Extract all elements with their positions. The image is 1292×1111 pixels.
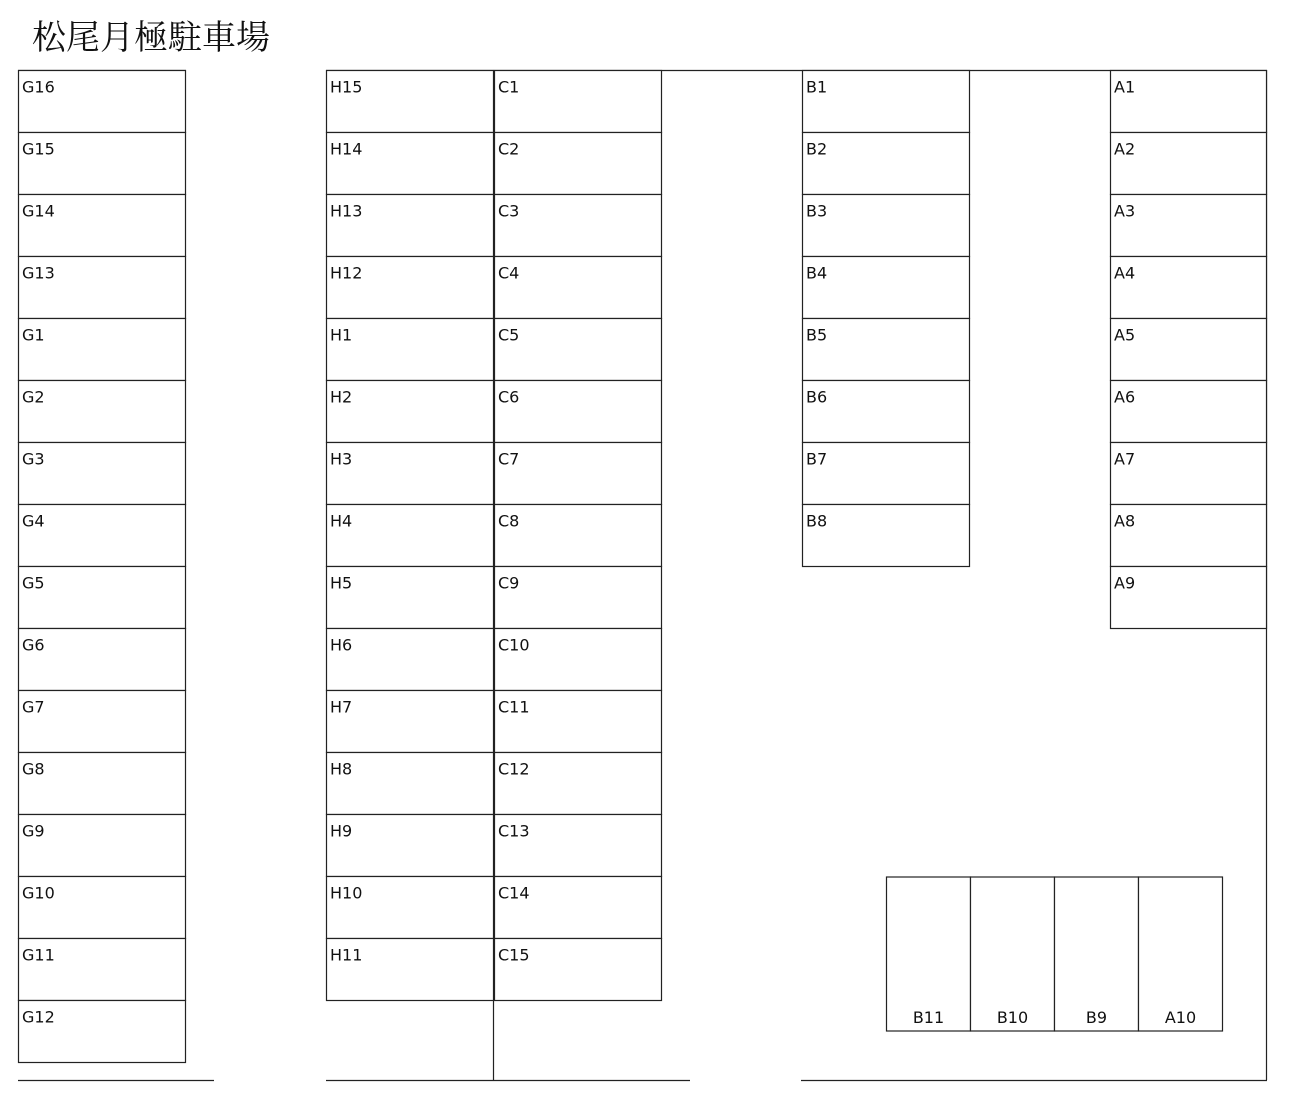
stall-box [803,257,970,319]
stall-g2 [19,381,186,443]
stall-label: B1 [806,77,828,97]
stall-c7 [495,443,662,505]
stall-label: C1 [498,77,520,97]
stall-label: G10 [22,883,55,903]
stall-label: A7 [1114,449,1136,469]
stall-b1 [803,71,970,133]
stall-label: C8 [498,511,520,531]
stall-a4 [1111,257,1267,319]
stall-label: G7 [22,697,45,717]
stall-label: C13 [498,821,530,841]
stall-h10 [327,877,494,939]
stall-c9 [495,567,662,629]
stall-label: H2 [330,387,353,407]
stall-label: A8 [1114,511,1136,531]
stall-box [495,505,662,567]
stall-box [495,567,662,629]
stall-b7 [803,443,970,505]
stall-label: H10 [330,883,363,903]
stall-label: C7 [498,449,520,469]
stall-label: A6 [1114,387,1136,407]
stall-box [495,195,662,257]
stall-label: A4 [1114,263,1136,283]
stall-label: B2 [806,139,828,159]
stall-h12 [327,257,494,319]
stall-c12 [495,753,662,815]
stall-label: C12 [498,759,530,779]
stall-label: C14 [498,883,530,903]
stall-label: H1 [330,325,353,345]
stall-label: G8 [22,759,45,779]
stall-label: G12 [22,1007,55,1027]
stall-h6 [327,629,494,691]
stall-h13 [327,195,494,257]
stall-g7 [19,691,186,753]
stall-label: H15 [330,77,363,97]
stall-label: G6 [22,635,45,655]
stall-g6 [19,629,186,691]
stall-a3 [1111,195,1267,257]
stall-label: C11 [498,697,530,717]
stall-g10 [19,877,186,939]
stall-b8 [803,505,970,567]
page-title: 松尾月極駐車場 [32,18,270,58]
stall-label: H14 [330,139,363,159]
stall-box [803,381,970,443]
stall-box [803,319,970,381]
stall-g11 [19,939,186,1001]
stall-label: G2 [22,387,45,407]
stall-label: A5 [1114,325,1136,345]
stalls-layer [19,71,1267,1063]
stall-g16 [19,71,186,133]
stall-label: B10 [996,1008,1029,1027]
stall-g12 [19,1001,186,1063]
stall-a6 [1111,381,1267,443]
stall-label: G3 [22,449,45,469]
stall-h5 [327,567,494,629]
stall-h4 [327,505,494,567]
stall-label: G15 [22,139,55,159]
stall-label: H6 [330,635,353,655]
stall-h11 [327,939,494,1001]
stall-box [803,71,970,133]
stall-c1 [495,71,662,133]
stall-label: H4 [330,511,353,531]
stall-a1 [1111,71,1267,133]
stall-label: B11 [912,1008,945,1027]
stall-g14 [19,195,186,257]
stall-label: B7 [806,449,828,469]
stall-label: H13 [330,201,363,221]
stall-label: H5 [330,573,353,593]
stall-box [495,319,662,381]
stall-b3 [803,195,970,257]
stall-c6 [495,381,662,443]
stall-label: C2 [498,139,520,159]
stall-box [495,257,662,319]
stall-label: G5 [22,573,45,593]
stall-c8 [495,505,662,567]
stall-box [495,443,662,505]
stall-g3 [19,443,186,505]
stall-b4 [803,257,970,319]
stall-label: B9 [1085,1008,1108,1027]
stall-g15 [19,133,186,195]
stall-g1 [19,319,186,381]
stall-label: B3 [806,201,828,221]
stall-c14 [495,877,662,939]
stall-label: G4 [22,511,45,531]
stall-label: C4 [498,263,520,283]
stall-b11 [887,877,971,1031]
stall-b2 [803,133,970,195]
stall-a2 [1111,133,1267,195]
stall-label: G14 [22,201,55,221]
stall-label: A1 [1114,77,1136,97]
stall-label: H7 [330,697,353,717]
stall-label: B5 [806,325,828,345]
stall-g9 [19,815,186,877]
stall-g8 [19,753,186,815]
stall-c5 [495,319,662,381]
stall-a7 [1111,443,1267,505]
stall-box [803,443,970,505]
stall-h15 [327,71,494,133]
stall-a9 [1111,567,1267,629]
stall-h9 [327,815,494,877]
stall-label: C5 [498,325,520,345]
stall-c13 [495,815,662,877]
stall-label: H3 [330,449,353,469]
stall-box [495,381,662,443]
stall-h14 [327,133,494,195]
stall-b5 [803,319,970,381]
stall-c4 [495,257,662,319]
stall-label: G11 [22,945,55,965]
stall-box [495,71,662,133]
stall-label: G9 [22,821,45,841]
stall-b10 [971,877,1055,1031]
stall-g13 [19,257,186,319]
stall-label: G1 [22,325,45,345]
stall-g5 [19,567,186,629]
stall-label: H12 [330,263,363,283]
stall-c2 [495,133,662,195]
stall-label: A2 [1114,139,1136,159]
stall-h1 [327,319,494,381]
stall-h7 [327,691,494,753]
stall-a5 [1111,319,1267,381]
stall-label: H8 [330,759,353,779]
stall-h3 [327,443,494,505]
stall-label: B8 [806,511,828,531]
stall-label: G13 [22,263,55,283]
stall-a10 [1139,877,1223,1031]
stall-c10 [495,629,662,691]
stall-label: A10 [1164,1008,1197,1027]
stall-b9 [1055,877,1139,1031]
stall-h8 [327,753,494,815]
stall-box [803,133,970,195]
stall-label: A3 [1114,201,1136,221]
stall-label: H11 [330,945,363,965]
stall-c15 [495,939,662,1001]
stall-c11 [495,691,662,753]
stall-label: B4 [806,263,828,283]
stall-box [803,505,970,567]
stall-c3 [495,195,662,257]
stall-box [803,195,970,257]
stall-label: G16 [22,77,55,97]
stall-label: C15 [498,945,530,965]
stall-a8 [1111,505,1267,567]
stall-g4 [19,505,186,567]
stall-label: C9 [498,573,520,593]
stall-label: C3 [498,201,520,221]
stall-b6 [803,381,970,443]
stall-label: C10 [498,635,530,655]
stall-label: H9 [330,821,353,841]
stall-box [495,133,662,195]
stall-label: C6 [498,387,520,407]
stall-label: A9 [1114,573,1136,593]
stall-label: B6 [806,387,828,407]
stall-h2 [327,381,494,443]
